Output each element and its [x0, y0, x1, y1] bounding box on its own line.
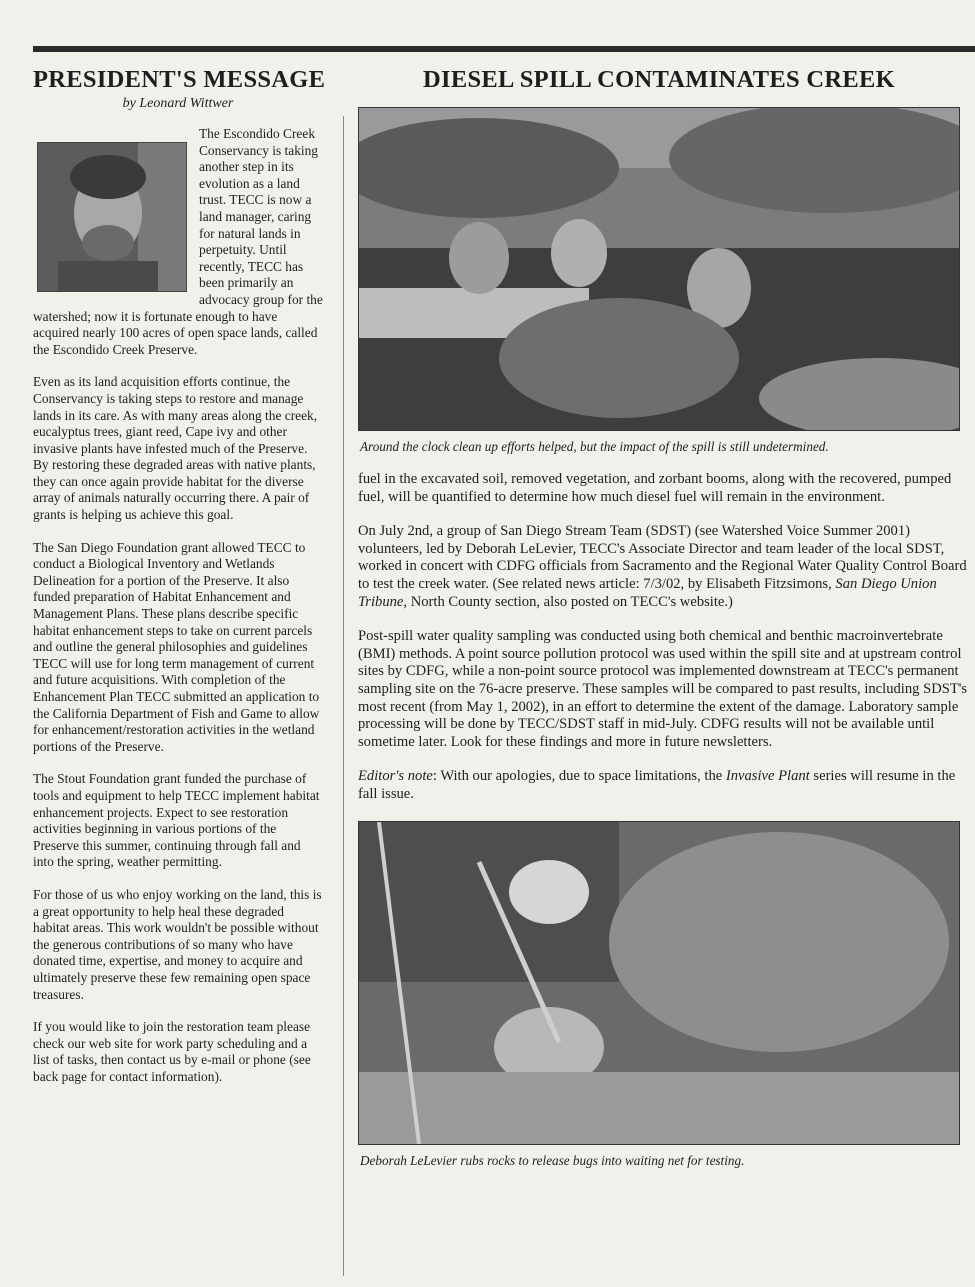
byline: by Leonard Wittwer [122, 96, 234, 111]
sampling-photo [358, 821, 960, 1145]
publication-name: San Diego Union Tribune [358, 575, 937, 610]
paragraph: For those of us who enjoy working on the land, this is a great opportunity to help heal these degraded habitat areas. This work wouldn't be possible without the generous contributions of so many who have donated time, expertise, and money to acquire and ultimately preserve these few remaining open space treasures. [33, 886, 322, 1002]
series-name: Invasive Plant [725, 768, 810, 785]
presidents-message-body [33, 126, 323, 1085]
diesel-spill-column [358, 66, 970, 1169]
text-span: On July 2nd, a group of San Diego Stream Team (SDST) (see Watershed Voice Summer 2001) volunteers, led by Deborah LeLevier, TECC's Associate Director and team leader of the local SDST, worked in concert with CDFG officials from Sacramento and the Regional Water Quality Control Board to test the creek water. (See related news article: 7/3/02, by Elisabeth Fitzsimons, [358, 523, 967, 592]
cleanup-photo [358, 107, 960, 431]
paragraph: If you would like to join the restoration team please check our web site for work party scheduling and a list of tasks, then contact us by e-mail or phone (see back page for contact information). [33, 1019, 311, 1084]
text-span: : With our apologies, due to space limitations, the [432, 768, 726, 785]
paragraph: Even as its land acquisition efforts continue, the Conservancy is taking steps to restore and manage lands in its care. As with many areas along the creek, eucalyptus trees, giant reed, Cape ivy and other invasive plants have infested much of the Preserve. By restoring these degraded areas with native plants, they can once again provide habitat for the diverse array of animals naturally occurring there. A pair of grants is helping us achieve this goal. [33, 374, 318, 523]
paragraph: Post-spill water quality sampling was conducted using both chemical and benthic macroinvertebrate (BMI) methods. A point source pollution protocol was used within the spill site and at upstream control sites by CDFG, while a non-point source protocol was implemented downstream at TECC's permanent sampling site on the 76-acre preserve. These samples will be compared to past results, including SDST's most recent (from May 1, 2002), in an effort to determine the extent of the damage. Laboratory sample processing will be done by TECC/SDST staff in mid-July. CDFG results will not be available until sometime later. Look for these findings and more in future newsletters. [358, 628, 968, 750]
caption-bottom: Deborah LeLevier rubs rocks to release bugs into waiting net for testing. [360, 1152, 745, 1168]
diesel-spill-title: DIESEL SPILL CONTAMINATES CREEK [423, 66, 895, 93]
paragraph: The Stout Foundation grant funded the purchase of tools and equipment to help TECC implement habitat enhancement projects. Expect to see restoration activities beginning in various portions of the Preserve this summer, continuing through fall and into the spring, weather permitting. [33, 771, 320, 870]
presidents-message-column [33, 66, 326, 1101]
top-rule [33, 46, 975, 52]
diesel-spill-body [358, 471, 970, 804]
text-span: series will resume in the fall issue. [358, 768, 956, 802]
caption-top: Around the clock clean up efforts helped, but the impact of the spill is still undetermined. [360, 439, 829, 454]
text-span: , North County section, also posted on TECC's website.) [403, 593, 733, 610]
presidents-message-title: PRESIDENT'S MESSAGE [33, 66, 326, 93]
paragraph: The San Diego Foundation grant allowed TECC to conduct a Biological Inventory and Wetlands Delineation for a portion of the Preserve. It also funded preparation of Habitat Enhancement and Management Plans. These plans describe specific habitat enhancement steps to take on current parcels and outline the general philosophies and guidelines TECC will use for long term management of current and future acquisitions. With completion of the Enhancement Plan TECC submitted an application to the California Department of Fish and Game to allow for enhancement/restoration activities in the wetland portions of the Preserve. [33, 539, 320, 754]
editors-note [358, 768, 970, 803]
paragraph [358, 523, 970, 611]
paragraph: fuel in the excavated soil, removed vegetation, and zorbant booms, along with the recovered, pumped fuel, will be quantified to determine how much diesel fuel will remain in the environment. [358, 471, 952, 505]
column-divider [343, 116, 344, 1276]
paragraph: The Escondido Creek Conservancy is taking another step in its evolution as a land trust. TECC is now a land manager, caring for natural lands in perpetuity. Until recently, TECC has been primarily an advocacy group for the watershed; now it is fortunate enough to have acquired nearly 100 acres of open space lands, called the Escondido Creek Preserve. [33, 126, 323, 357]
editors-note-label: Editor's note [358, 768, 433, 785]
portrait-photo [37, 142, 187, 292]
